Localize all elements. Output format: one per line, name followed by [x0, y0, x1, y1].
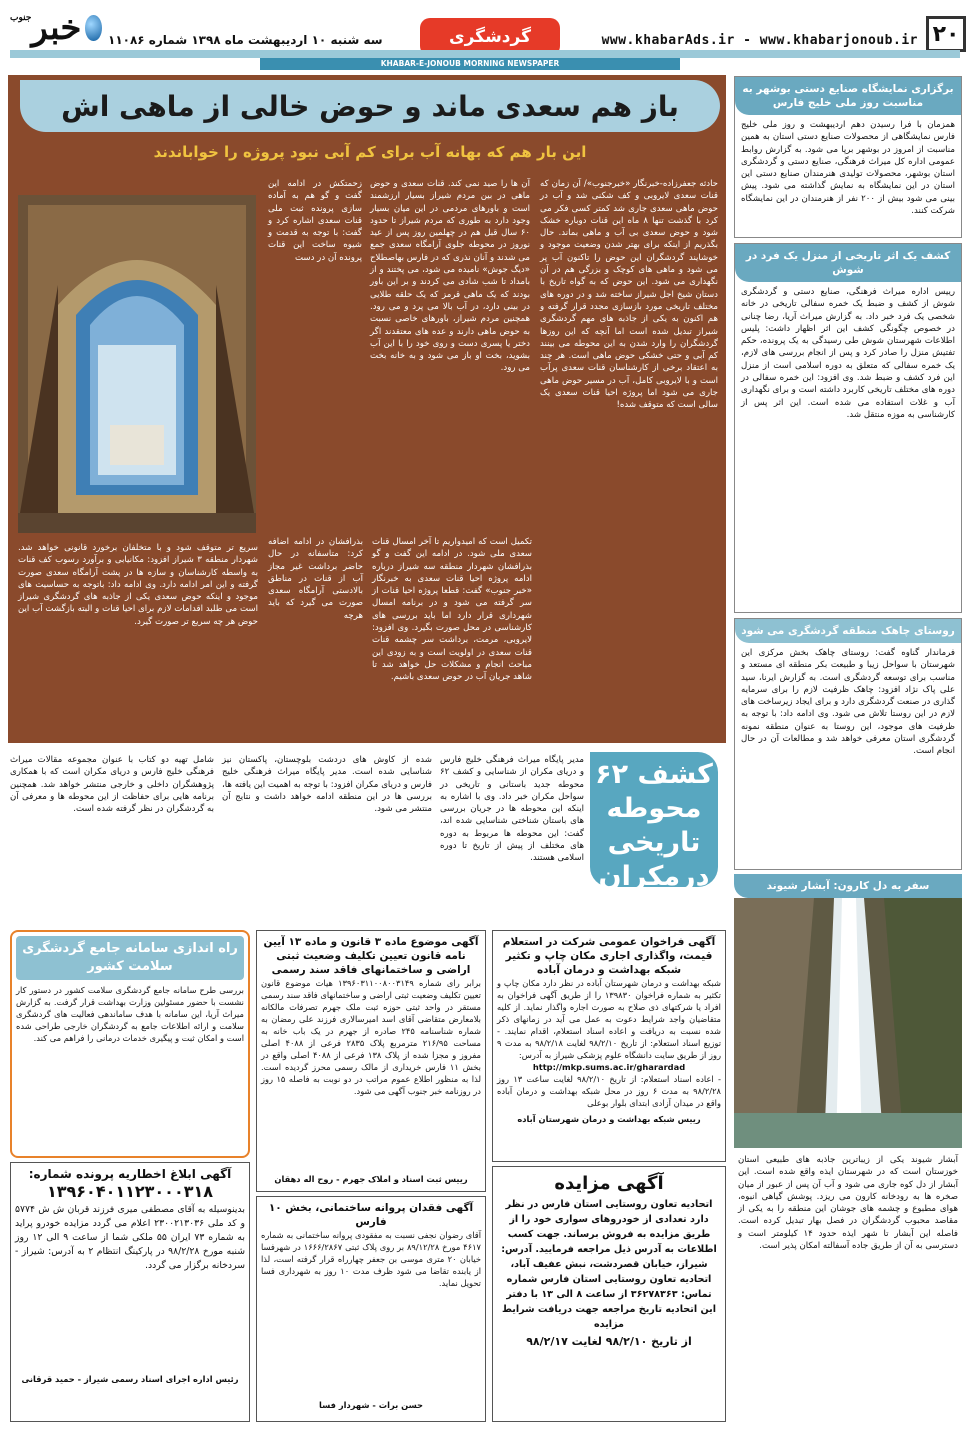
- box-title: سفر به دل کارون: آبشار شیوند: [734, 874, 962, 898]
- ad-title: آگهی فراخوان عمومی شرکت در استعلام قیمت، واگذاری اجاری مکان چاپ و تکثیر شبکه بهداشت و درمان آباده: [502, 936, 716, 976]
- logo-small-text: جنوب: [10, 13, 32, 23]
- tomb-photo: [18, 195, 256, 533]
- ad-body: بدینوسیله به آقای مصطفی میری فرزند قربان ش ش ۵۷۷۴ و کد ملی ۲۳۰۰۲۱۳۰۳۶ اعلام می گردد مزایده خودرو پراید به شماره ۷۳ ایران ۵۵ ملکی شما از ساعت ۹ الی ۱۲ روز شنبه مورخ ۹۸/۲/۲۸ در پارکینگ انتظام ۲ به آدرس: شیراز - سردخانه برگزار می گردد.: [15, 1204, 246, 1271]
- health-tourism-box: [10, 930, 250, 1158]
- ad-auction: [492, 1166, 726, 1422]
- article-column-3: زحمتکش در ادامه این گفت و گو هم به آماده سازی پرونده ثبت ملی قنات سعدی اشاره کرد و گفت: با توجه به قدمت و شیوه ساخت این قنات پرونده آن در دست: [268, 179, 362, 263]
- box-text: فرماندار گناوه گفت: روستای چاهک بخش مرکزی این شهرستان با سواحل زیبا و طبیعت بکر منطقه ای مستعد و مناسب برای توسعه گردشگری است. به گزارش ایرنا، سید علی پاک نژاد افزود: چاهک ظرفیت لازم را برای سرمایه گذاری در صنعت گردشگری دارد و برای ایجاد زیرساخت های لازم در این روستا تلاش می شود. وی ادامه داد: با توجه به ظرفیت های موجود، این روستا به عنوان منطقه نمونه گردشگری استان معرفی خواهد شد و مطالعات آن در حال انجام است.: [741, 648, 955, 757]
- newspaper-logo: [10, 6, 102, 50]
- ad-number: ۱۳۹۶۰۴۰۱۱۲۳۰۰۰۳۱۸: [46, 1182, 213, 1201]
- website-links[interactable]: www.khabarAds.ir - www.khabarjonoub.ir: [601, 33, 918, 48]
- ad-title: آگهی مزایده: [554, 1173, 664, 1194]
- article-column-2: آن ها را صید نمی کند. قنات سعدی و حوض ماهی در بین مردم شیراز بسیار ارزشمند است و باورهای مردمی در این میان بسیار وجود دارد به طوری که مردم شیراز تا حدود ۶۰ سال قبل هم در چهلمین روز پس از عید نوروز در محوطه جلوی آرامگاه سعدی جمع می شدند و آنان نذری که در فارس بهاصطلاح «دیگ جوش» نامیده می شود، می پختند و از بامداد تا شب شادی می کردند و بر این باور بودند که یک ماهی قرمز که یک حلقه طلایی در بینی دارد، در آب بالا می پرد و می رود. همچنین مردم شیراز، باورهای خاصی نسبت به حوض ماهی دارند و عده های معتقدند اگر دختر یا پسری دست و روی خود را با این آب بشوید، بخت او باز می شود و به خانه بخت می رود.: [370, 179, 530, 374]
- english-subline: KHABAR-E-JONOUB MORNING NEWSPAPER: [260, 58, 680, 70]
- arch-illustration: [18, 195, 256, 533]
- ad-body-2: - اعاده اسناد استعلام: از تاریخ ۹۸/۲/۱۰ لغایت ساعت ۱۳ روز ۹۸/۲/۲۸ به مدت ۶ روز در محل شبکه بهداشت و درمان آباده واقع در میدان آزادی ابتدای بلوار بوعلی: [497, 1074, 721, 1108]
- ad-footer: رئیس اداره اجرای اسناد رسمی شیراز - حمید قرقانی: [21, 1374, 239, 1384]
- ad-footer: رییس ثبت اسناد و املاک جهرم - روح اله دهقان: [274, 1174, 468, 1184]
- ad-body: شبکه بهداشت و درمان شهرستان آباده در نظر دارد مکان چاپ و تکثیر به شماره فراخوان ۱۳۹۸۳۰ را از طریق آگهی فراخوان به افراد یا شرکتهای ذی صلاح به صورت اجاره واگذار نماید. از کلیه متقاضیان واجد شرایط دعوت به عمل می آید در زمانهای ذکر شده نسبت به دریافت و اعاده اسناد استعلام، اقدام نمایند. - توزیع اسناد استعلام: از تاریخ ۹۸/۲/۱۰ لغایت ۹۸/۲/۱۸ به مدت ۹ روز از طریق سایت دانشگاه علوم پزشکی شیراز به آدرس:: [497, 978, 722, 1060]
- ad-url[interactable]: http://mkp.sums.ac.ir/gharardad: [532, 1062, 686, 1072]
- ad-notice: [10, 1162, 250, 1422]
- waterfall-photo: [734, 898, 962, 1148]
- globe-icon: [85, 15, 102, 41]
- dateline: سه شنبه ۱۰ اردیبهشت ماه ۱۳۹۸ شماره ۱۱۰۸۶: [108, 33, 383, 47]
- ad-body: برابر رای شماره ۱۳۹۶۰۳۱۱۰۰۸۰۰۳۱۴۹ هیات موضوع قانون تعیین تکلیف وضعیت ثبتی اراضی و ساختمانهای فاقد سند رسمی مستقر در واحد ثبتی حوزه ثبت ملک جهرم تصرفات مالکانه بلامعارض متقاضی آقای اسد امیرسالاری فرزند علی رمضان به شماره شناسنامه ۲۴۵ صادره از جهرم در یک باب خانه به مساحت ۲۱۶/۹۵ مترمربع پلاک ۲۸۳۵ فرعی از ۴۰۸۸ اصلی مفروز و مجزا شده از پلاک ۱۳۸ فرعی از ۴۰۸۸ اصلی واقع در بخش ۱۱ فارس خریداری از مالک رسمی محرز گردیده است. لذا به منظور اطلاع عموم مراتب در دو نوبت به فاصله ۱۵ روز در روزنامه خبر جنوب آگهی می شود.: [261, 978, 481, 1096]
- main-subheadline: این بار هم که بهانه آب برای کم آبی نبود پروژه را خواباندند: [153, 143, 587, 161]
- ad-body: آقای رضوان نجفی نسبت به مفقودی پروانه ساختمانی به شماره ۴۶۱۷ مورخ ۸۹/۱۲/۲۸ بر روی پلاک ثبتی ۱۶۶۶/۲۸۶۷ در شهرفسا خیابان ۲۰ متری موسی بن جعفر چهارراه قرار گرفته است، لذا از یابنده تقاضا می شود ظرف مدت ۱۰ روز به شهرداری فسا تحویل نماید.: [261, 1230, 482, 1288]
- ad-body: بررسی طرح سامانه جامع گردشگری سلامت کشور در دستور کار نشست با حضور مسئولین وزارت بهداشت قرار گرفت. به گزارش میراث آریا، این سامانه با هدف ساماندهی فعالیت های گردشگری سلامت و ارائه اطلاعات جامع به گردشگران خارجی طراحی شده است و امکان ثبت و پیگیری خدمات درمانی را فراهم می کند.: [16, 985, 244, 1043]
- article-column-4: بذرافشان در ادامه اضافه کرد: متاسفانه در حال حاضر برداشت غیر مجاز آب از قنات در مناطق بالادستی آرامگاه سعدی صورت می گیرد که باید هرچه: [268, 537, 363, 621]
- box-title: کشف یک اثر تاریخی از منزل یک فرد در شوش: [735, 244, 961, 282]
- news-box-bushehr: [734, 76, 962, 238]
- ad-body: اتحادیه تعاون روستایی استان فارس در نظر دارد تعدادی از خودروهای سواری خود را از طریق مزایده به فروش برساند. جهت کسب اطلاعات به آدرس ذیل مراجعه فرمایید. آدرس: شیراز، خیابان قصردشت، نبش عفیف آباد، اتحادیه تعاون روستایی استان فارس شماره تماس: ۳۶۲۷۸۳۶۳ از ساعت ۸ الی ۱۳ با دفتر این اتحادیه تاریخ مراجعه جهت دریافت شرایط مزایده: [501, 1199, 717, 1330]
- news-box-chahak: [734, 618, 962, 870]
- ad-footer: حسن برات - شهردار فسا: [318, 1400, 423, 1410]
- ad-registration: [256, 930, 486, 1192]
- ad-date: از تاریخ ۹۸/۲/۱۰ لغایت ۹۸/۲/۱۷: [526, 1335, 692, 1348]
- box-title: برگزاری نمایشگاه صنایع دستی بوشهر به مناسبت روز ملی خلیج فارس: [735, 77, 961, 115]
- waterfall-illustration: [734, 898, 962, 1148]
- logo-text: خبر: [31, 8, 82, 48]
- ad-title: آگهی ابلاغ اخطاریه پرونده شماره:: [28, 1167, 232, 1181]
- page-header: [0, 0, 970, 70]
- shivand-text: آبشار شیوند یکی از زیباترین جاذبه های طبیعی استان خوزستان است که در شهرستان ایذه واقع شده است. این آبشار از دل کوه جاری می شود و آب آن پس از عبور از میان صخره ها به رودخانه کارون می ریزد. پوشش گیاهی انبوه، هوای مطبوع و چشمه های جوشان این منطقه را به یکی از مقاصد محبوب گردشگران در فصل بهار تبدیل کرده است. فاصله این آبشار تا شهر ایذه حدود ۱۴ کیلومتر است و دسترسی به آن از طریق جاده آسفالته امکان پذیر است.: [738, 1155, 959, 1252]
- box-text: رییس اداره میراث فرهنگی، صنایع دستی و گردشگری شوش از کشف و ضبط یک خمره سفالی تاریخی در خانه شخصی یک فرد خبر داد. به گزارش میراث آریا، رضا چنانی در خصوص چگونگی کشف این اثر اظهار داشت: پلیس اطلاعات شهرستان شوش طی رسیدگی به یک پرونده، حکم تفتیش منزل را صادر کرد و پس از انجام بررسی های لازم، یک خمره سفالی که متعلق به دوره اسلامی است از منزل این فرد کشف و ضبط شد. وی افزود: این خمره سفالی در دوره های مختلف تاریخی کاربرد داشته است و برای نگهداری آب و غلات استفاده می شده است. این اثر پس از کارشناسی به موزه منتقل شد.: [741, 287, 955, 420]
- box-title: روستای چاهک منطقه گردشگری می شود: [735, 619, 961, 643]
- article-column-1: حادثه جعفرزاده-خبرنگار «خبرجنوب»/ آن زمان که قنات سعدی لایروبی و کف شکنی شد و آب در حوض ماهی سعدی جاری شد کمتر کسی فکر می کرد با گذشت تنها ۸ ماه این قنات دوباره خشک شود و حوض سعدی بی آب و ماهی بماند. حال بگذریم از اینکه برای بهتر شدن وضعیت موجود و خوشایند گردشگران این حوض را تاکنون آب پر می شود و ماهی های کوچک و بزرگی هم در آن نگهداری می شود. این حوض که به گواه تاریخ با دستان شیخ اجل شیراز ساخته شد و در دوره های مختلف تاریخی مورد بازسازی مجدد قرار گرفته و هم اکنون به یکی از جاذبه های مهم گردشگری شیراز تبدیل شده است اما آنچه که این روزها گردشگران را وارد شدن به این محوطه می بینند کم آبی و حتی خشکی حوض ماهی است. هر چند به اعتقاد برخی از کارشناسان قنات سعدی پرآب است و با لایروبی کامل، آب در مسیر حوض ماهی جاری می شود اما پروژه احیا قنات سعدی یک سالی است که متوقف شده!: [540, 179, 718, 411]
- section-label: گردشگری: [420, 18, 560, 56]
- ad-lost-permit: [256, 1196, 486, 1422]
- box-text: همزمان با فرا رسیدن دهم اردیبهشت و روز ملی خلیج فارس نمایشگاهی از محصولات صنایع دستی استان به همین مناسبت از امروز در بوشهر برپا می شود. به گزارش روابط عمومی اداره کل میراث فرهنگی، صنایع دستی و گردشگری استان بوشهر، محصولات تولیدی هنرمندان صنایع دستی این استان در این نمایشگاه به نمایش گذاشته می شود. پیش بینی می شود بیش از ۲۰۰ نفر از هنرمندان در این نمایشگاه شرکت کنند.: [741, 120, 955, 217]
- ad-title: آگهی موضوع ماده ۳ قانون و ماده ۱۳ آیین نامه قانون تعیین تکلیف وضعیت ثبتی اراضی و ساختمانهای فاقد سند رسمی: [263, 936, 479, 976]
- kashf-banner: کشف ۶۲ محوطه تاریخی درمکران: [590, 752, 718, 887]
- ad-footer: رییس شبکه بهداشت و درمان شهرستان آباده: [517, 1114, 701, 1124]
- ad-title: راه اندازی سامانه جامع گردشگری سلامت کشور: [16, 936, 244, 980]
- ad-title: آگهی فقدان پروانه ساختمانی، بخش ۱۰ فارس: [268, 1202, 474, 1228]
- article-column-6: سریع تر متوقف شود و با متخلفان برخورد قانونی خواهد شد. شهردار منطقه ۳ شیراز افزود: مکانیابی و برآورد رسوب کف قنات به واسطه کارشناسان و سازه ها در پشت آرامگاه سعدی صورت گرفته و این امر ادامه دارد. وی ادامه داد: باتوجه به حساسیت های موجود و اینکه حوض سعدی یکی از جاذبه های گردشگری شیراز است می طلبد اقدامات لازم برای احیا قنات و البته بازگشت آب این حوض هر چه سریع تر صورت گیرد.: [18, 543, 258, 627]
- mekran-text-2: شده از کاوش های دردشت بلوچستان، پاکستان نیز شناسایی شده است. مدیر پایگاه میراث فرهنگی خلیج فارس و دریای مکران افزود: با توجه به اهمیت این یافته ها، بررسی ها در این منطقه ادامه خواهد داشت و نتایج آن منتشر می شود.: [222, 755, 432, 815]
- ad-abadeh-tender: [492, 930, 726, 1162]
- main-headline: باز هم سعدی ماند و حوض خالی از ماهی اش: [20, 80, 720, 132]
- header-rule: [10, 50, 960, 58]
- page-number: ۲۰: [926, 16, 966, 52]
- news-box-shush: [734, 243, 962, 613]
- mekran-text-3: شامل تهیه دو کتاب با عنوان مجموعه مقالات میراث فرهنگی خلیج فارس و دریای مکران است که با همکاری پژوهشگران داخلی و خارجی منتشر خواهد شد. همچنین برنامه هایی برای حفاظت از این محوطه ها و معرفی آن به گردشگران در نظر گرفته شده است.: [10, 755, 214, 815]
- mekran-text-1: مدیر پایگاه میراث فرهنگی خلیج فارس و دریای مکران از شناسایی و کشف ۶۲ محوطه جدید باستانی و تاریخی در سواحل مکران خبر داد. وی با اشاره به اینکه این محوطه ها در جریان بررسی های باستان شناختی شناسایی شده اند، گفت: این محوطه ها مربوط به دوره های مختلف از پیش از تاریخ تا دوره اسلامی هستند.: [440, 755, 584, 864]
- article-column-5: تکمیل است که امیدواریم تا آخر امسال قنات سعدی ملی شود. در ادامه این گفت و گو بذرافشان شهردار منطقه سه شیراز درباره ادامه پروژه احیا قنات سعدی به خبرنگار «خبر جنوب» گفت: قطعا پروژه احیا قنات از سر گرفته می شود و در برنامه امسال شهرداری قرار دارد اما باید بررسی های کارشناسی در محل صورت بگیرد. وی افزود: لایروبی، مرمت، برداشت سر چشمه قنات قنات سعدی در اولویت است و به زودی این مباحث انجام و مشکلات حل خواهد شد تا شاهد جریان آب در حوض سعدی باشیم.: [372, 537, 532, 683]
